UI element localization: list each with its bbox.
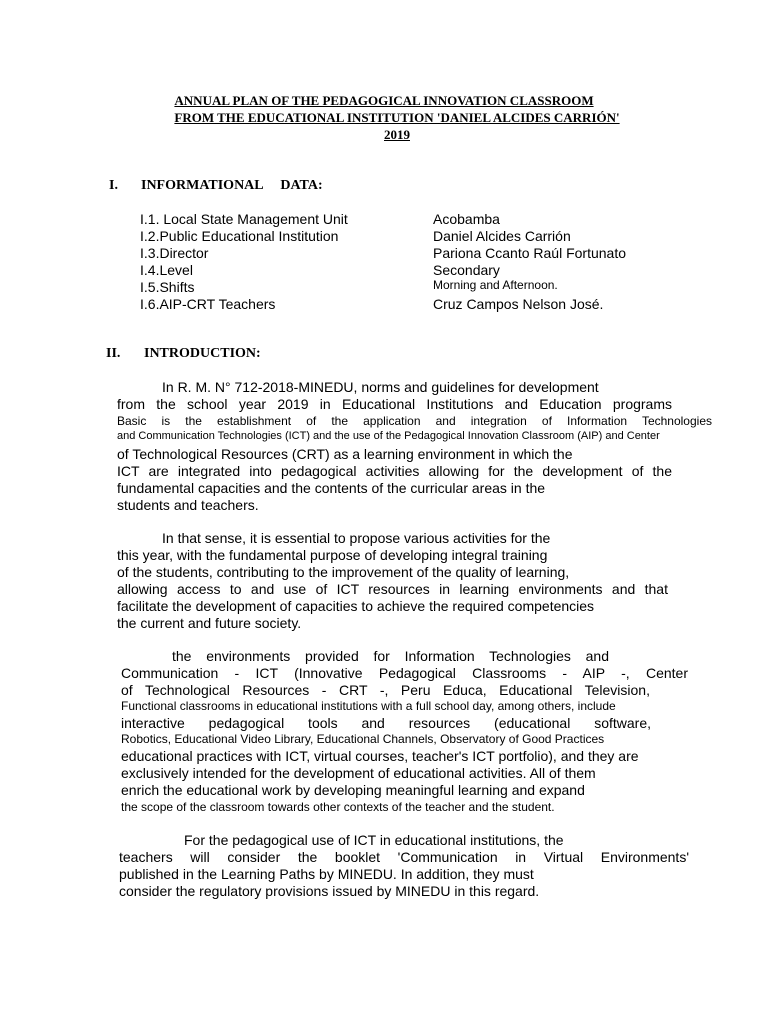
- data-value: Secondary: [433, 262, 500, 278]
- paragraph-1-line: and Communication Technologies (ICT) and the use of the Pedagogical Innovation Classroom (AIP) and Center: [117, 430, 660, 442]
- paragraph-3-line: interactive pedagogical tools and resources (educational software,: [121, 715, 651, 731]
- data-row-institution: [0, 228, 768, 245]
- data-value: Morning and Afternoon.: [433, 278, 558, 292]
- paragraph-2-line: facilitate the development of capacities to achieve the required competencies: [117, 598, 595, 614]
- data-value: Pariona Ccanto Raúl Fortunato: [433, 245, 626, 261]
- paragraph-4-line: teachers will consider the booklet 'Communication in Virtual Environments': [119, 849, 689, 865]
- paragraph-1-line: ICT are integrated into pedagogical activities allowing for the development of the: [117, 463, 672, 479]
- paragraph-3-line: enrich the educational work by developing meaningful learning and expand: [121, 782, 585, 798]
- data-label: I.5.Shifts: [140, 279, 195, 295]
- data-value: Acobamba: [433, 211, 500, 227]
- data-value: Daniel Alcides Carrión: [433, 228, 571, 244]
- data-label: I.6.AIP-CRT Teachers: [140, 296, 276, 312]
- paragraph-2-line: allowing access to and use of ICT resources in learning environments and that: [117, 581, 668, 597]
- paragraph-3-line: exclusively intended for the development of educational activities. All of them: [121, 765, 596, 781]
- paragraph-1-line: from the school year 2019 in Educational Institutions and Education programs: [117, 396, 672, 412]
- paragraph-1-line: students and teachers.: [117, 497, 259, 513]
- paragraph-1-line: of Technological Resources (CRT) as a learning environment in which the: [117, 446, 573, 462]
- paragraph-2-line: the current and future society.: [117, 615, 302, 631]
- paragraph-4-line: consider the regulatory provisions issued by MINEDU in this regard.: [119, 883, 540, 899]
- data-label: I.1. Local State Management Unit: [140, 211, 348, 227]
- section-2-number: II.: [106, 346, 121, 361]
- paragraph-3-line: educational practices with ICT, virtual courses, teacher's ICT portfolio), and they are: [121, 748, 639, 764]
- paragraph-3-line: of Technological Resources - CRT -, Peru Educa, Educational Television,: [121, 682, 650, 698]
- paragraph-3-line: Robotics, Educational Video Library, Educational Channels, Observatory of Good Practices: [121, 732, 605, 746]
- document-title-line-1: ANNUAL PLAN OF THE PEDAGOGICAL INNOVATION CLASSROOM: [174, 93, 594, 108]
- paragraph-3-line: Communication - ICT (Innovative Pedagogical Classrooms - AIP -, Center: [121, 665, 688, 681]
- data-row-teachers: [0, 296, 768, 313]
- paragraph-3-line: the scope of the classroom towards other contexts of the teacher and the student.: [121, 800, 555, 814]
- paragraph-2-line: of the students, contributing to the improvement of the quality of learning,: [117, 564, 570, 580]
- data-row-shifts: [0, 279, 768, 296]
- paragraph-2-line: this year, with the fundamental purpose of developing integral training: [117, 547, 548, 563]
- data-value: Cruz Campos Nelson José.: [433, 296, 604, 312]
- data-row-ugel: [0, 211, 768, 228]
- section-1-number: I.: [109, 178, 118, 193]
- paragraph-1-line: In R. M. N° 712-2018-MINEDU, norms and guidelines for development: [162, 379, 599, 395]
- paragraph-1-line: Basic is the establishment of the application and integration of Information Technologies: [117, 414, 712, 428]
- paragraph-3-line: Functional classrooms in educational institutions with a full school day, among others, include: [121, 699, 616, 713]
- paragraph-3-line: the environments provided for Information Technologies and: [172, 648, 609, 664]
- data-label: I.3.Director: [140, 245, 209, 261]
- paragraph-2-line: In that sense, it is essential to propose various activities for the: [162, 530, 551, 546]
- paragraph-4-line: published in the Learning Paths by MINEDU. In addition, they must: [119, 866, 534, 882]
- data-label: I.4.Level: [140, 262, 193, 278]
- document-title-year: 2019: [384, 127, 410, 142]
- document-title-line-2: FROM THE EDUCATIONAL INSTITUTION 'DANIEL ALCIDES CARRIÓN': [174, 110, 620, 125]
- data-label: I.2.Public Educational Institution: [140, 228, 339, 244]
- section-1-title: INFORMATIONAL DATA:: [141, 178, 323, 193]
- paragraph-1-line: fundamental capacities and the contents of the curricular areas in the: [117, 480, 546, 496]
- data-row-director: [0, 245, 768, 262]
- section-2-title: INTRODUCTION:: [144, 346, 261, 361]
- data-row-level: [0, 262, 768, 279]
- paragraph-4-line: For the pedagogical use of ICT in educational institutions, the: [184, 832, 564, 848]
